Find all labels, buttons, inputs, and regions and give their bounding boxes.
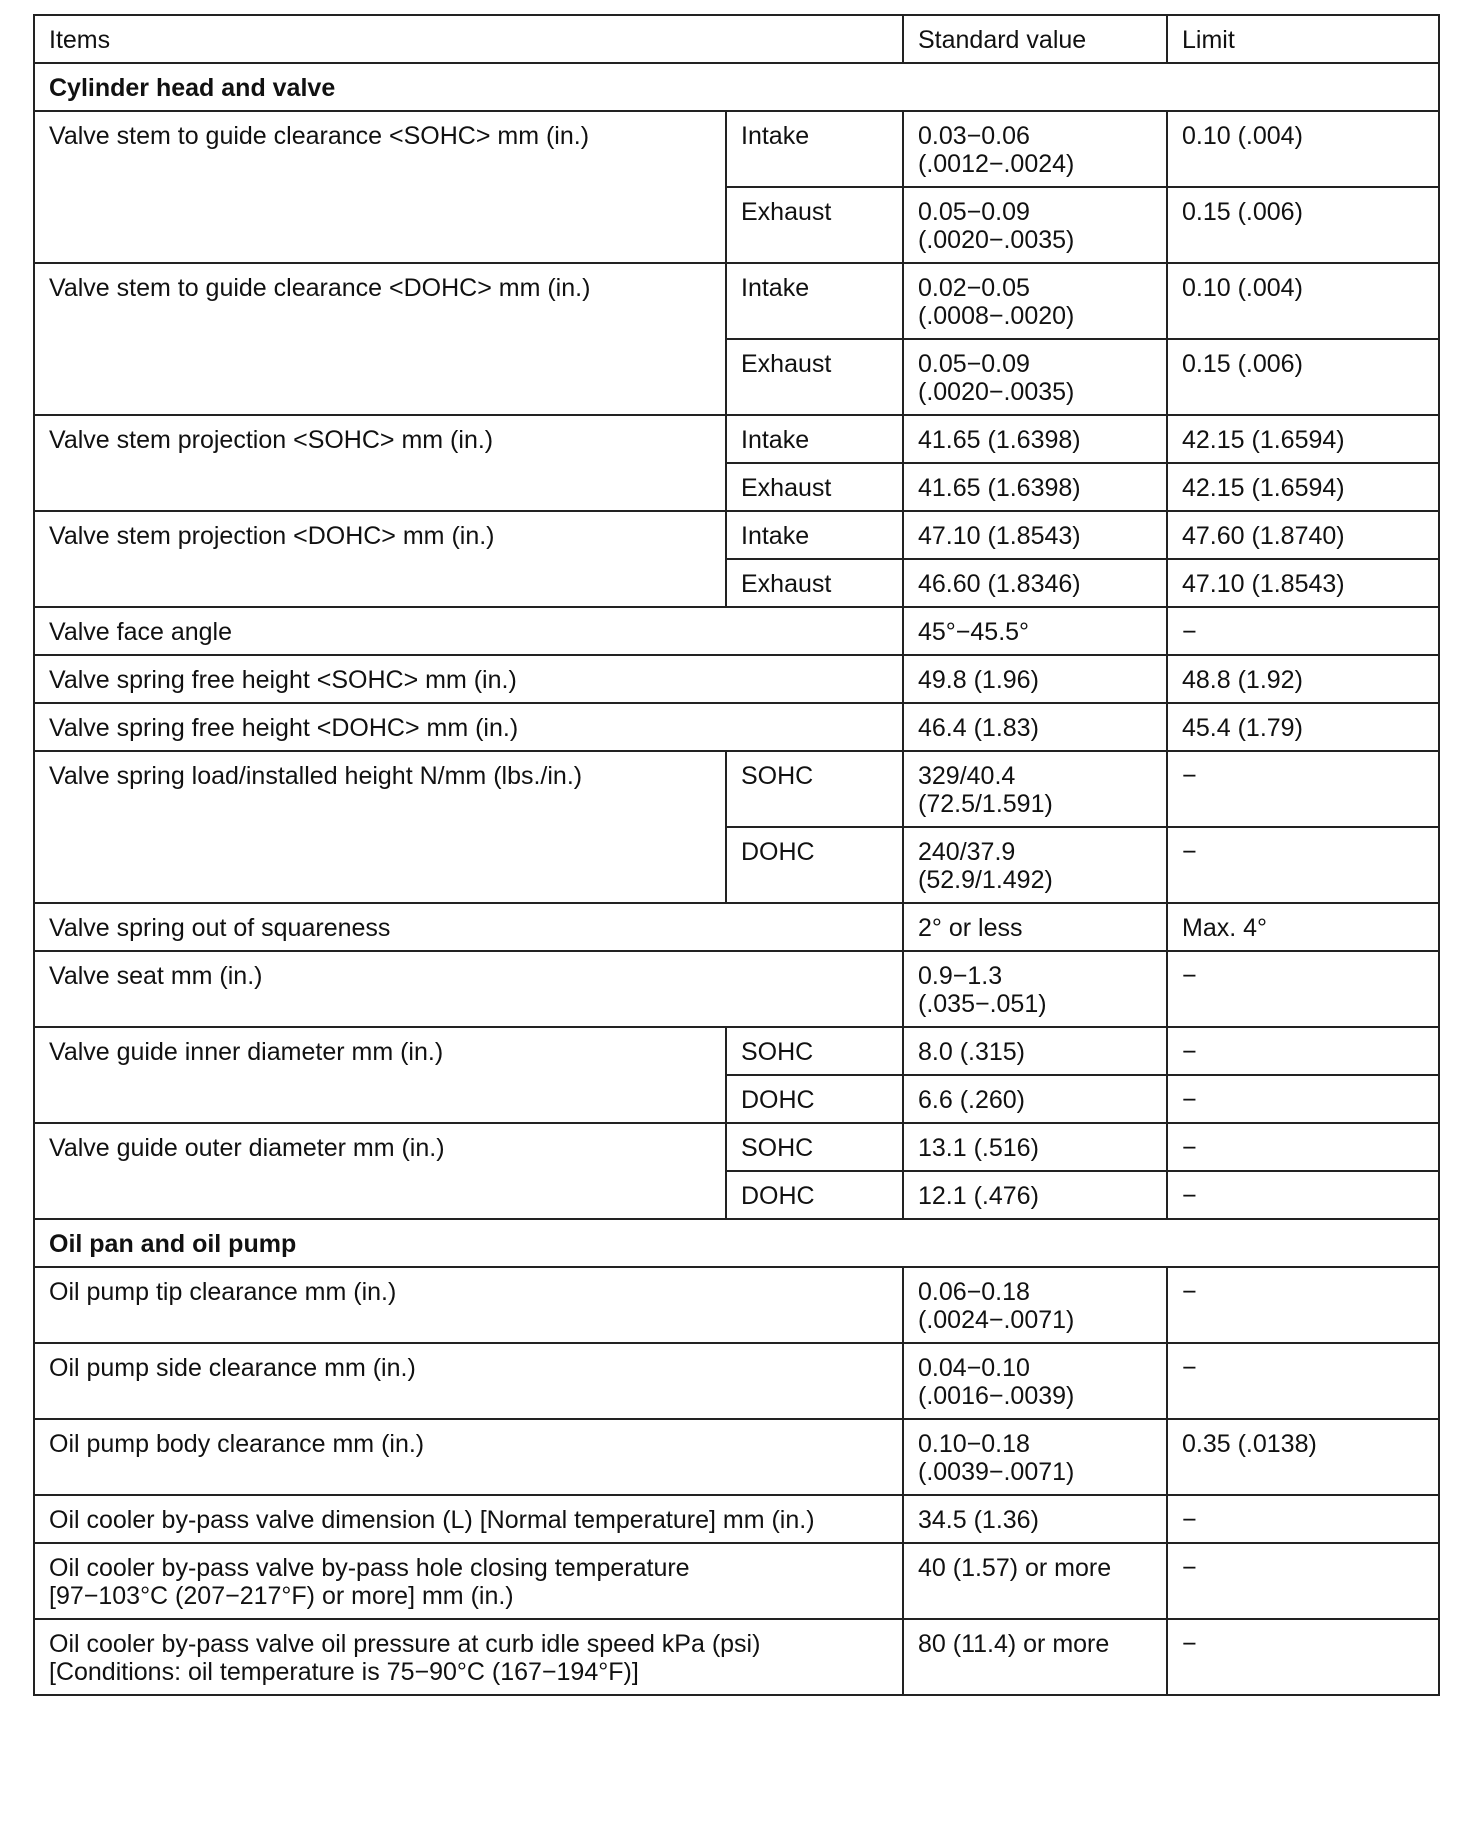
limit-value-line1: 42.15 (1.6594) [1182, 426, 1345, 454]
standard-value-line1: 0.06−0.18 [918, 1278, 1030, 1306]
item-label [34, 1267, 903, 1343]
item-label-line1: Valve stem to guide clearance <DOHC> mm (in.) [49, 274, 591, 302]
sub-item [726, 1075, 903, 1123]
limit-value-line1: 0.10 (.004) [1182, 122, 1303, 150]
item-label [34, 1543, 903, 1619]
limit-value-line1: − [1182, 962, 1197, 990]
item-label [34, 655, 903, 703]
standard-value [903, 1343, 1167, 1419]
standard-value-line1: 45°−45.5° [918, 618, 1030, 646]
limit-value [1167, 903, 1439, 951]
limit-value-line1: − [1182, 762, 1197, 790]
item-label-line1: Valve spring load/installed height N/mm (lbs./in.) [49, 762, 583, 790]
standard-value [903, 1171, 1167, 1219]
specifications-table [33, 14, 1440, 1696]
item-label [34, 1343, 903, 1419]
limit-value-line1: 47.10 (1.8543) [1182, 570, 1345, 598]
sub-item [726, 339, 903, 415]
item-label-line1: Valve spring free height <DOHC> mm (in.) [49, 714, 519, 742]
item-label-line1: Valve spring free height <SOHC> mm (in.) [49, 666, 517, 694]
section-title [34, 1219, 1439, 1267]
limit-value-line1: − [1182, 1554, 1197, 1582]
section-title-line1: Cylinder head and valve [49, 74, 336, 102]
table-row [34, 1619, 1439, 1695]
sub-item [726, 751, 903, 827]
limit-value-line1: − [1182, 1038, 1197, 1066]
standard-value-line1: 6.6 (.260) [918, 1086, 1026, 1114]
header-items: Items [34, 15, 903, 63]
item-label-line1: Oil cooler by-pass valve oil pressure at curb idle speed kPa (psi) [49, 1630, 761, 1658]
standard-value-line1: 12.1 (.476) [918, 1182, 1039, 1210]
table-row [34, 1495, 1439, 1543]
item-label-line1: Valve guide outer diameter mm (in.) [49, 1134, 445, 1162]
item-label [34, 751, 726, 903]
standard-value-line1: 0.9−1.3 [918, 962, 1003, 990]
standard-value [903, 511, 1167, 559]
standard-value [903, 827, 1167, 903]
sub-item-line1: Exhaust [741, 350, 832, 378]
limit-value [1167, 951, 1439, 1027]
table-row [34, 903, 1439, 951]
header-standard-value: Standard value [903, 15, 1167, 63]
sub-item [726, 511, 903, 559]
standard-value-line2: (.0039−.0071) [918, 1458, 1075, 1486]
limit-value-line1: 42.15 (1.6594) [1182, 474, 1345, 502]
limit-value-line1: 0.15 (.006) [1182, 198, 1303, 226]
table-row [34, 111, 1439, 187]
standard-value [903, 1075, 1167, 1123]
item-label [34, 1419, 903, 1495]
standard-value [903, 1495, 1167, 1543]
limit-value-line1: − [1182, 1086, 1197, 1114]
sub-item [726, 1171, 903, 1219]
table-row [34, 1419, 1439, 1495]
standard-value [903, 1419, 1167, 1495]
section-row [34, 1219, 1439, 1267]
item-label [34, 511, 726, 607]
standard-value-line1: 240/37.9 [918, 838, 1016, 866]
sub-item-line1: Exhaust [741, 198, 832, 226]
standard-value-line1: 8.0 (.315) [918, 1038, 1026, 1066]
standard-value-line2: (.0020−.0035) [918, 378, 1075, 406]
standard-value [903, 951, 1167, 1027]
table-row [34, 511, 1439, 559]
sub-item [726, 827, 903, 903]
standard-value-line2: (.0008−.0020) [918, 302, 1075, 330]
standard-value-line1: 46.4 (1.83) [918, 714, 1039, 742]
standard-value-line1: 13.1 (.516) [918, 1134, 1039, 1162]
header-row [34, 15, 1439, 63]
limit-value [1167, 751, 1439, 827]
item-label-line1: Valve face angle [49, 618, 232, 646]
item-label-line1: Valve stem to guide clearance <SOHC> mm (in.) [49, 122, 590, 150]
item-label [34, 1123, 726, 1219]
header-limit: Limit [1167, 15, 1439, 63]
limit-value-line1: − [1182, 1354, 1197, 1382]
item-label-line1: Oil pump tip clearance mm (in.) [49, 1278, 397, 1306]
standard-value [903, 1123, 1167, 1171]
item-label-line1: Oil pump side clearance mm (in.) [49, 1354, 416, 1382]
limit-value [1167, 111, 1439, 187]
sub-item-line1: DOHC [741, 838, 815, 866]
standard-value [903, 559, 1167, 607]
limit-value [1167, 827, 1439, 903]
table-row [34, 1543, 1439, 1619]
table-row [34, 607, 1439, 655]
sub-item [726, 415, 903, 463]
sub-item [726, 263, 903, 339]
sub-item-line1: SOHC [741, 1038, 814, 1066]
standard-value-line1: 0.04−0.10 [918, 1354, 1030, 1382]
item-label [34, 607, 903, 655]
standard-value-line1: 34.5 (1.36) [918, 1506, 1039, 1534]
standard-value [903, 463, 1167, 511]
item-label [34, 1027, 726, 1123]
standard-value-line1: 0.05−0.09 [918, 350, 1030, 378]
table-row [34, 703, 1439, 751]
standard-value [903, 751, 1167, 827]
standard-value [903, 1543, 1167, 1619]
table-row [34, 655, 1439, 703]
sub-item-line1: Intake [741, 122, 810, 150]
sub-item-line1: DOHC [741, 1182, 815, 1210]
standard-value-line2: (72.5/1.591) [918, 790, 1053, 818]
standard-value [903, 655, 1167, 703]
sub-item [726, 1027, 903, 1075]
limit-value-line1: − [1182, 838, 1197, 866]
limit-value-line1: 47.60 (1.8740) [1182, 522, 1345, 550]
item-label-line2: [Conditions: oil temperature is 75−90°C (167−194°F)] [49, 1658, 639, 1686]
item-label [34, 903, 903, 951]
table-row [34, 751, 1439, 827]
standard-value-line2: (.0012−.0024) [918, 150, 1075, 178]
standard-value-line1: 41.65 (1.6398) [918, 474, 1081, 502]
item-label [34, 1619, 903, 1695]
standard-value-line1: 46.60 (1.8346) [918, 570, 1081, 598]
limit-value-line1: − [1182, 1134, 1197, 1162]
standard-value-line2: (.0016−.0039) [918, 1382, 1075, 1410]
standard-value-line1: 0.05−0.09 [918, 198, 1030, 226]
limit-value [1167, 1619, 1439, 1695]
item-label-line1: Oil pump body clearance mm (in.) [49, 1430, 425, 1458]
standard-value [903, 415, 1167, 463]
limit-value [1167, 1543, 1439, 1619]
limit-value [1167, 1495, 1439, 1543]
item-label [34, 263, 726, 415]
limit-value-line1: 0.15 (.006) [1182, 350, 1303, 378]
table-row [34, 1343, 1439, 1419]
limit-value-line1: − [1182, 1506, 1197, 1534]
sub-item-line1: Intake [741, 274, 810, 302]
standard-value [903, 339, 1167, 415]
table-row [34, 1027, 1439, 1075]
limit-value-line1: 0.10 (.004) [1182, 274, 1303, 302]
limit-value [1167, 607, 1439, 655]
limit-value [1167, 1267, 1439, 1343]
sub-item-line1: SOHC [741, 1134, 814, 1162]
standard-value-line1: 0.10−0.18 [918, 1430, 1030, 1458]
sub-item [726, 187, 903, 263]
limit-value [1167, 1123, 1439, 1171]
limit-value-line1: − [1182, 1182, 1197, 1210]
standard-value [903, 111, 1167, 187]
sub-item-line1: DOHC [741, 1086, 815, 1114]
standard-value-line1: 2° or less [918, 914, 1023, 942]
standard-value-line1: 80 (11.4) or more [918, 1630, 1110, 1658]
limit-value [1167, 1343, 1439, 1419]
item-label-line1: Valve seat mm (in.) [49, 962, 263, 990]
item-label-line2: [97−103°C (207−217°F) or more] mm (in.) [49, 1582, 514, 1610]
item-label-line1: Valve spring out of squareness [49, 914, 391, 942]
table-row [34, 1123, 1439, 1171]
standard-value-line1: 329/40.4 [918, 762, 1016, 790]
standard-value-line2: (.0024−.0071) [918, 1306, 1075, 1334]
limit-value [1167, 1075, 1439, 1123]
standard-value-line1: 0.02−0.05 [918, 274, 1030, 302]
item-label [34, 111, 726, 263]
standard-value-line2: (.0020−.0035) [918, 226, 1075, 254]
item-label [34, 703, 903, 751]
sub-item [726, 559, 903, 607]
section-row [34, 63, 1439, 111]
limit-value-line1: 0.35 (.0138) [1182, 1430, 1317, 1458]
standard-value [903, 1267, 1167, 1343]
item-label-line1: Oil cooler by-pass valve by-pass hole closing temperature [49, 1554, 690, 1582]
limit-value [1167, 263, 1439, 339]
item-label-line1: Valve guide inner diameter mm (in.) [49, 1038, 444, 1066]
limit-value-line1: Max. 4° [1182, 914, 1268, 942]
standard-value [903, 903, 1167, 951]
standard-value [903, 263, 1167, 339]
section-title [34, 63, 1439, 111]
limit-value-line1: − [1182, 1278, 1197, 1306]
item-label-line1: Oil cooler by-pass valve dimension (L) [Normal temperature] mm (in.) [49, 1506, 815, 1534]
table-row [34, 415, 1439, 463]
limit-value [1167, 703, 1439, 751]
standard-value-line2: (52.9/1.492) [918, 866, 1053, 894]
limit-value [1167, 559, 1439, 607]
limit-value [1167, 339, 1439, 415]
limit-value [1167, 1171, 1439, 1219]
item-label-line1: Valve stem projection <SOHC> mm (in.) [49, 426, 494, 454]
sub-item-line1: Exhaust [741, 474, 832, 502]
table-row [34, 263, 1439, 339]
sub-item-line1: Intake [741, 426, 810, 454]
limit-value-line1: − [1182, 618, 1197, 646]
limit-value-line1: − [1182, 1630, 1197, 1658]
item-label [34, 415, 726, 511]
table-row [34, 951, 1439, 1027]
limit-value [1167, 187, 1439, 263]
sub-item [726, 1123, 903, 1171]
section-title-line1: Oil pan and oil pump [49, 1230, 297, 1258]
standard-value-line1: 40 (1.57) or more [918, 1554, 1112, 1582]
standard-value [903, 1619, 1167, 1695]
standard-value-line1: 0.03−0.06 [918, 122, 1030, 150]
sub-item-line1: Intake [741, 522, 810, 550]
standard-value [903, 1027, 1167, 1075]
item-label-line1: Valve stem projection <DOHC> mm (in.) [49, 522, 495, 550]
standard-value-line1: 49.8 (1.96) [918, 666, 1039, 694]
limit-value-line1: 48.8 (1.92) [1182, 666, 1303, 694]
limit-value [1167, 511, 1439, 559]
standard-value [903, 607, 1167, 655]
limit-value [1167, 463, 1439, 511]
limit-value [1167, 1419, 1439, 1495]
sub-item-line1: Exhaust [741, 570, 832, 598]
standard-value-line2: (.035−.051) [918, 990, 1047, 1018]
limit-value [1167, 415, 1439, 463]
sub-item [726, 463, 903, 511]
standard-value-line1: 47.10 (1.8543) [918, 522, 1081, 550]
limit-value [1167, 1027, 1439, 1075]
limit-value-line1: 45.4 (1.79) [1182, 714, 1303, 742]
limit-value [1167, 655, 1439, 703]
sub-item [726, 111, 903, 187]
standard-value [903, 703, 1167, 751]
table-row [34, 1267, 1439, 1343]
standard-value [903, 187, 1167, 263]
item-label [34, 951, 903, 1027]
standard-value-line1: 41.65 (1.6398) [918, 426, 1081, 454]
sub-item-line1: SOHC [741, 762, 814, 790]
item-label [34, 1495, 903, 1543]
table-body [34, 63, 1439, 1695]
